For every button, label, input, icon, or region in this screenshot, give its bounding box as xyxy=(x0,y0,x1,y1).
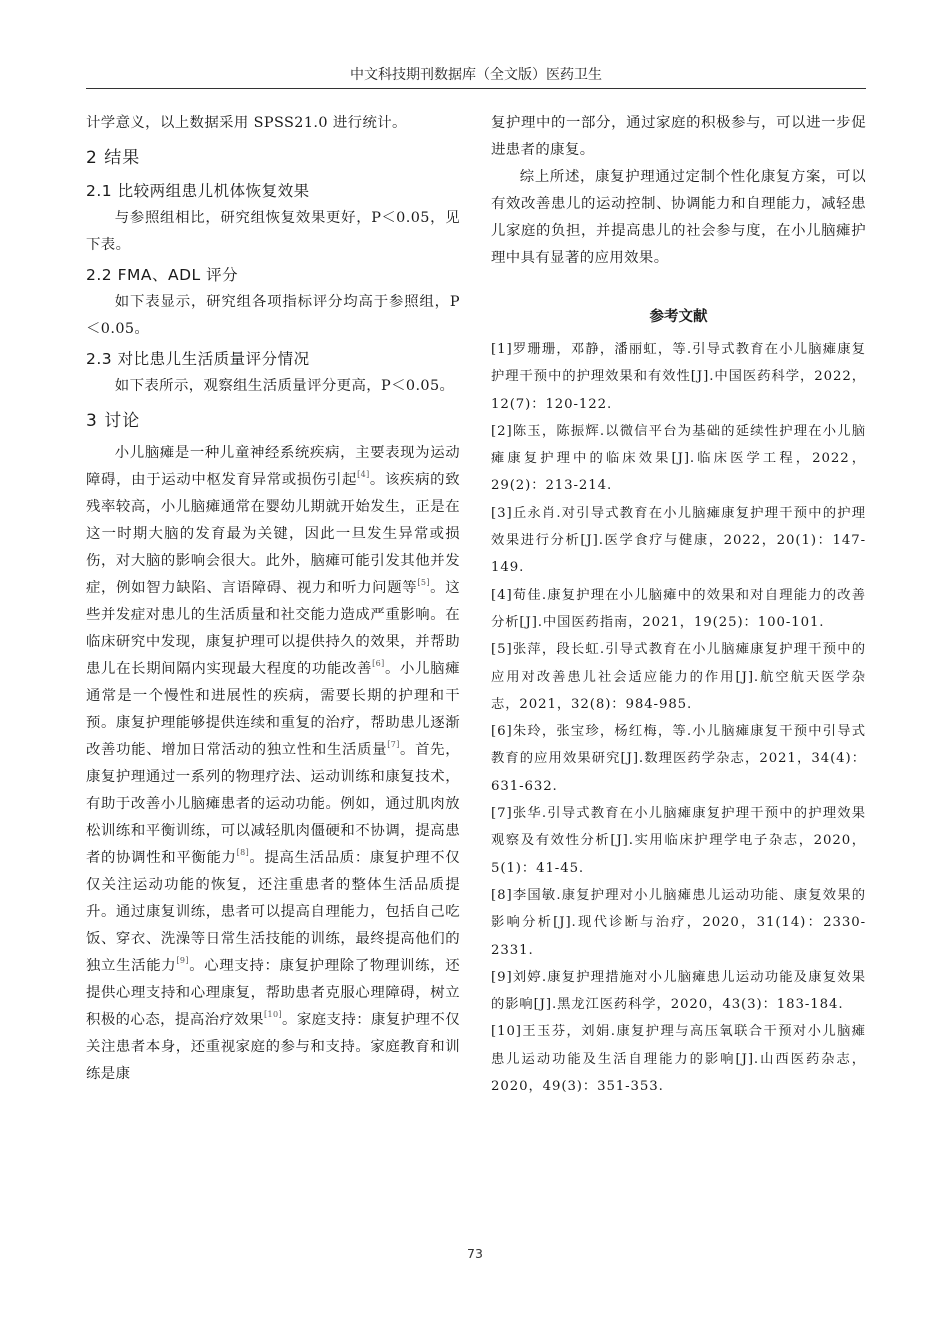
journal-header: 中文科技期刊数据库（全文版）医药卫生 xyxy=(350,67,602,83)
citation: [4] xyxy=(357,470,370,479)
citation: [6] xyxy=(372,659,385,668)
citation: [7] xyxy=(387,740,400,749)
reference-item: [1]罗珊珊，邓静，潘丽虹，等.引导式教育在小儿脑瘫康复护理干预中的护理效果和有效性[J].中国医药科学，2022，12(7)：120-122. xyxy=(491,342,866,412)
subsection-2-3-text: 如下表所示，观察组生活质量评分更高，P＜0.05。 xyxy=(114,378,455,394)
discussion-text: 。首先，康复护理通过一系列的物理疗法、运动训练和康复技术，有助于改善小儿脑瘫患者的运动功能。例如，通过肌肉放松训练和平衡训练，可以减轻肌肉僵硬和不协调，提高患者的协调性和平衡能力 xyxy=(86,742,460,866)
citation: [9] xyxy=(176,956,189,965)
subsection-2-2-heading: 2.2 FMA、ADL 评分 xyxy=(86,266,239,284)
citation: [10] xyxy=(263,1010,283,1019)
subsection-2-2-text: 如下表显示，研究组各项指标评分均高于参照组，P＜0.05。 xyxy=(86,294,460,337)
reference-item: [10]王玉芬，刘娟.康复护理与高压氧联合干预对小儿脑瘫患儿运动功能及生活自理能力的影响[J].山西医药杂志，2020，49(3)：351-353. xyxy=(491,1024,866,1095)
section-results-heading: 2 结果 xyxy=(86,148,141,168)
reference-item: [5]张萍，段长虹.引导式教育在小儿脑瘫康复护理干预中的应用对改善患儿社会适应能力的作用[J].航空航天医学杂志，2021，32(8)：984-985. xyxy=(491,642,866,712)
reference-item: [8]李国敏.康复护理对小儿脑瘫患儿运动功能、康复效果的影响分析[J].现代诊断与治疗，2020，31(14)：2330-2331. xyxy=(491,887,866,958)
statistics-note: 计学意义，以上数据采用 SPSS21.0 进行统计。 xyxy=(86,115,407,131)
reference-item: [6]朱玲，张宝珍，杨红梅，等.小儿脑瘫康复干预中引导式教育的应用效果研究[J].数理医药学杂志，2021，34(4)：631-632. xyxy=(491,724,866,794)
reference-item: [7]张华.引导式教育在小儿脑瘫康复护理干预中的护理效果观察及有效性分析[J].实用临床护理学电子杂志，2020，5(1)：41-45. xyxy=(491,806,866,876)
discussion-text: 。提高生活品质：康复护理不仅仅关注运动功能的恢复，还注重患者的整体生活品质提升。通过康复训练，患者可以提高自理能力，包括自己吃饭、穿衣、洗澡等日常生活技能的训练，最终提高他们的独立生活能力 xyxy=(86,850,460,974)
reference-item: [3]丘永肖.对引导式教育在小儿脑瘫康复护理干预中的护理效果进行分析[J].医学食疗与健康，2022，20(1)：147-149. xyxy=(491,505,866,576)
discussion-text: 。该疾病的致残率较高，小儿脑瘫通常在婴幼儿期就开始发生，正是在这一时期大脑的发育最为关键，因此一旦发生异常或损伤，对大脑的影响会很大。此外，脑瘫可能引发其他并发症，例如智力缺陷、言语障碍、视力和听力问题等 xyxy=(86,472,461,596)
header-divider xyxy=(86,88,866,89)
discussion-text: 。小儿脑瘫通常是一个慢性和进展性的疾病，需要长期的护理和干预。康复护理能够提供连续和重复的治疗，帮助患儿逐渐改善功能、增加日常活动的独立性和生活质量 xyxy=(86,661,460,758)
citation: [5] xyxy=(417,578,430,587)
subsection-2-1-text: 与参照组相比，研究组恢复效果更好，P＜0.05，见下表。 xyxy=(86,210,460,253)
conclusion-paragraph: 综上所述，康复护理通过定制个性化康复方案，可以有效改善患儿的运动控制、协调能力和自理能力，减轻患儿家庭的负担，并提高患儿的社会参与度，在小儿脑瘫护理中具有显著的应用效果。 xyxy=(491,169,866,266)
references-heading: 参考文献 xyxy=(649,309,708,325)
discussion-text: 。心理支持：康复护理除了物理训练，还提供心理支持和心理康复，帮助患者克服心理障碍，树立积极的心态，提高治疗效果 xyxy=(86,958,461,1028)
discussion-text: 。家庭支持：康复护理不仅关注患者本身，还重视家庭的参与和支持。家庭教育和训练是康 xyxy=(86,1012,460,1082)
discussion-paragraph xyxy=(86,440,460,1088)
left-column xyxy=(86,110,460,1088)
citation: [8] xyxy=(236,848,250,857)
right-column xyxy=(491,110,866,1100)
page-number: 73 xyxy=(467,1246,483,1261)
discussion-text: 。这些并发症对患儿的生活质量和社交能力造成严重影响。在临床研究中发现，康复护理可以提供持久的效果，并帮助患儿在长期间隔内实现最大程度的功能改善 xyxy=(86,580,460,677)
subsection-2-3-heading: 2.3 对比患儿生活质量评分情况 xyxy=(86,350,310,368)
discussion-text: 小儿脑瘫是一种儿童神经系统疾病，主要表现为运动障碍，由于运动中枢发育异常或损伤引起 xyxy=(86,445,460,488)
reference-item: [9]刘婷.康复护理措施对小儿脑瘫患儿运动功能及康复效果的影响[J].黑龙江医药科学，2020，43(3)：183-184. xyxy=(491,969,866,1013)
reference-item: [4]荀佳.康复护理在小儿脑瘫中的效果和对自理能力的改善分析[J].中国医药指南，2021，19(25)：100-101. xyxy=(491,587,866,630)
discussion-continuation: 复护理中的一部分，通过家庭的积极参与，可以进一步促进患者的康复。 xyxy=(491,115,866,158)
reference-item: [2]陈玉，陈振辉.以微信平台为基础的延续性护理在小儿脑瘫康复护理中的临床效果[J].临床医学工程，2022，29(2)：213-214. xyxy=(491,423,866,494)
section-discussion-heading: 3 讨论 xyxy=(86,411,141,431)
subsection-2-1-heading: 2.1 比较两组患儿机体恢复效果 xyxy=(86,182,310,200)
